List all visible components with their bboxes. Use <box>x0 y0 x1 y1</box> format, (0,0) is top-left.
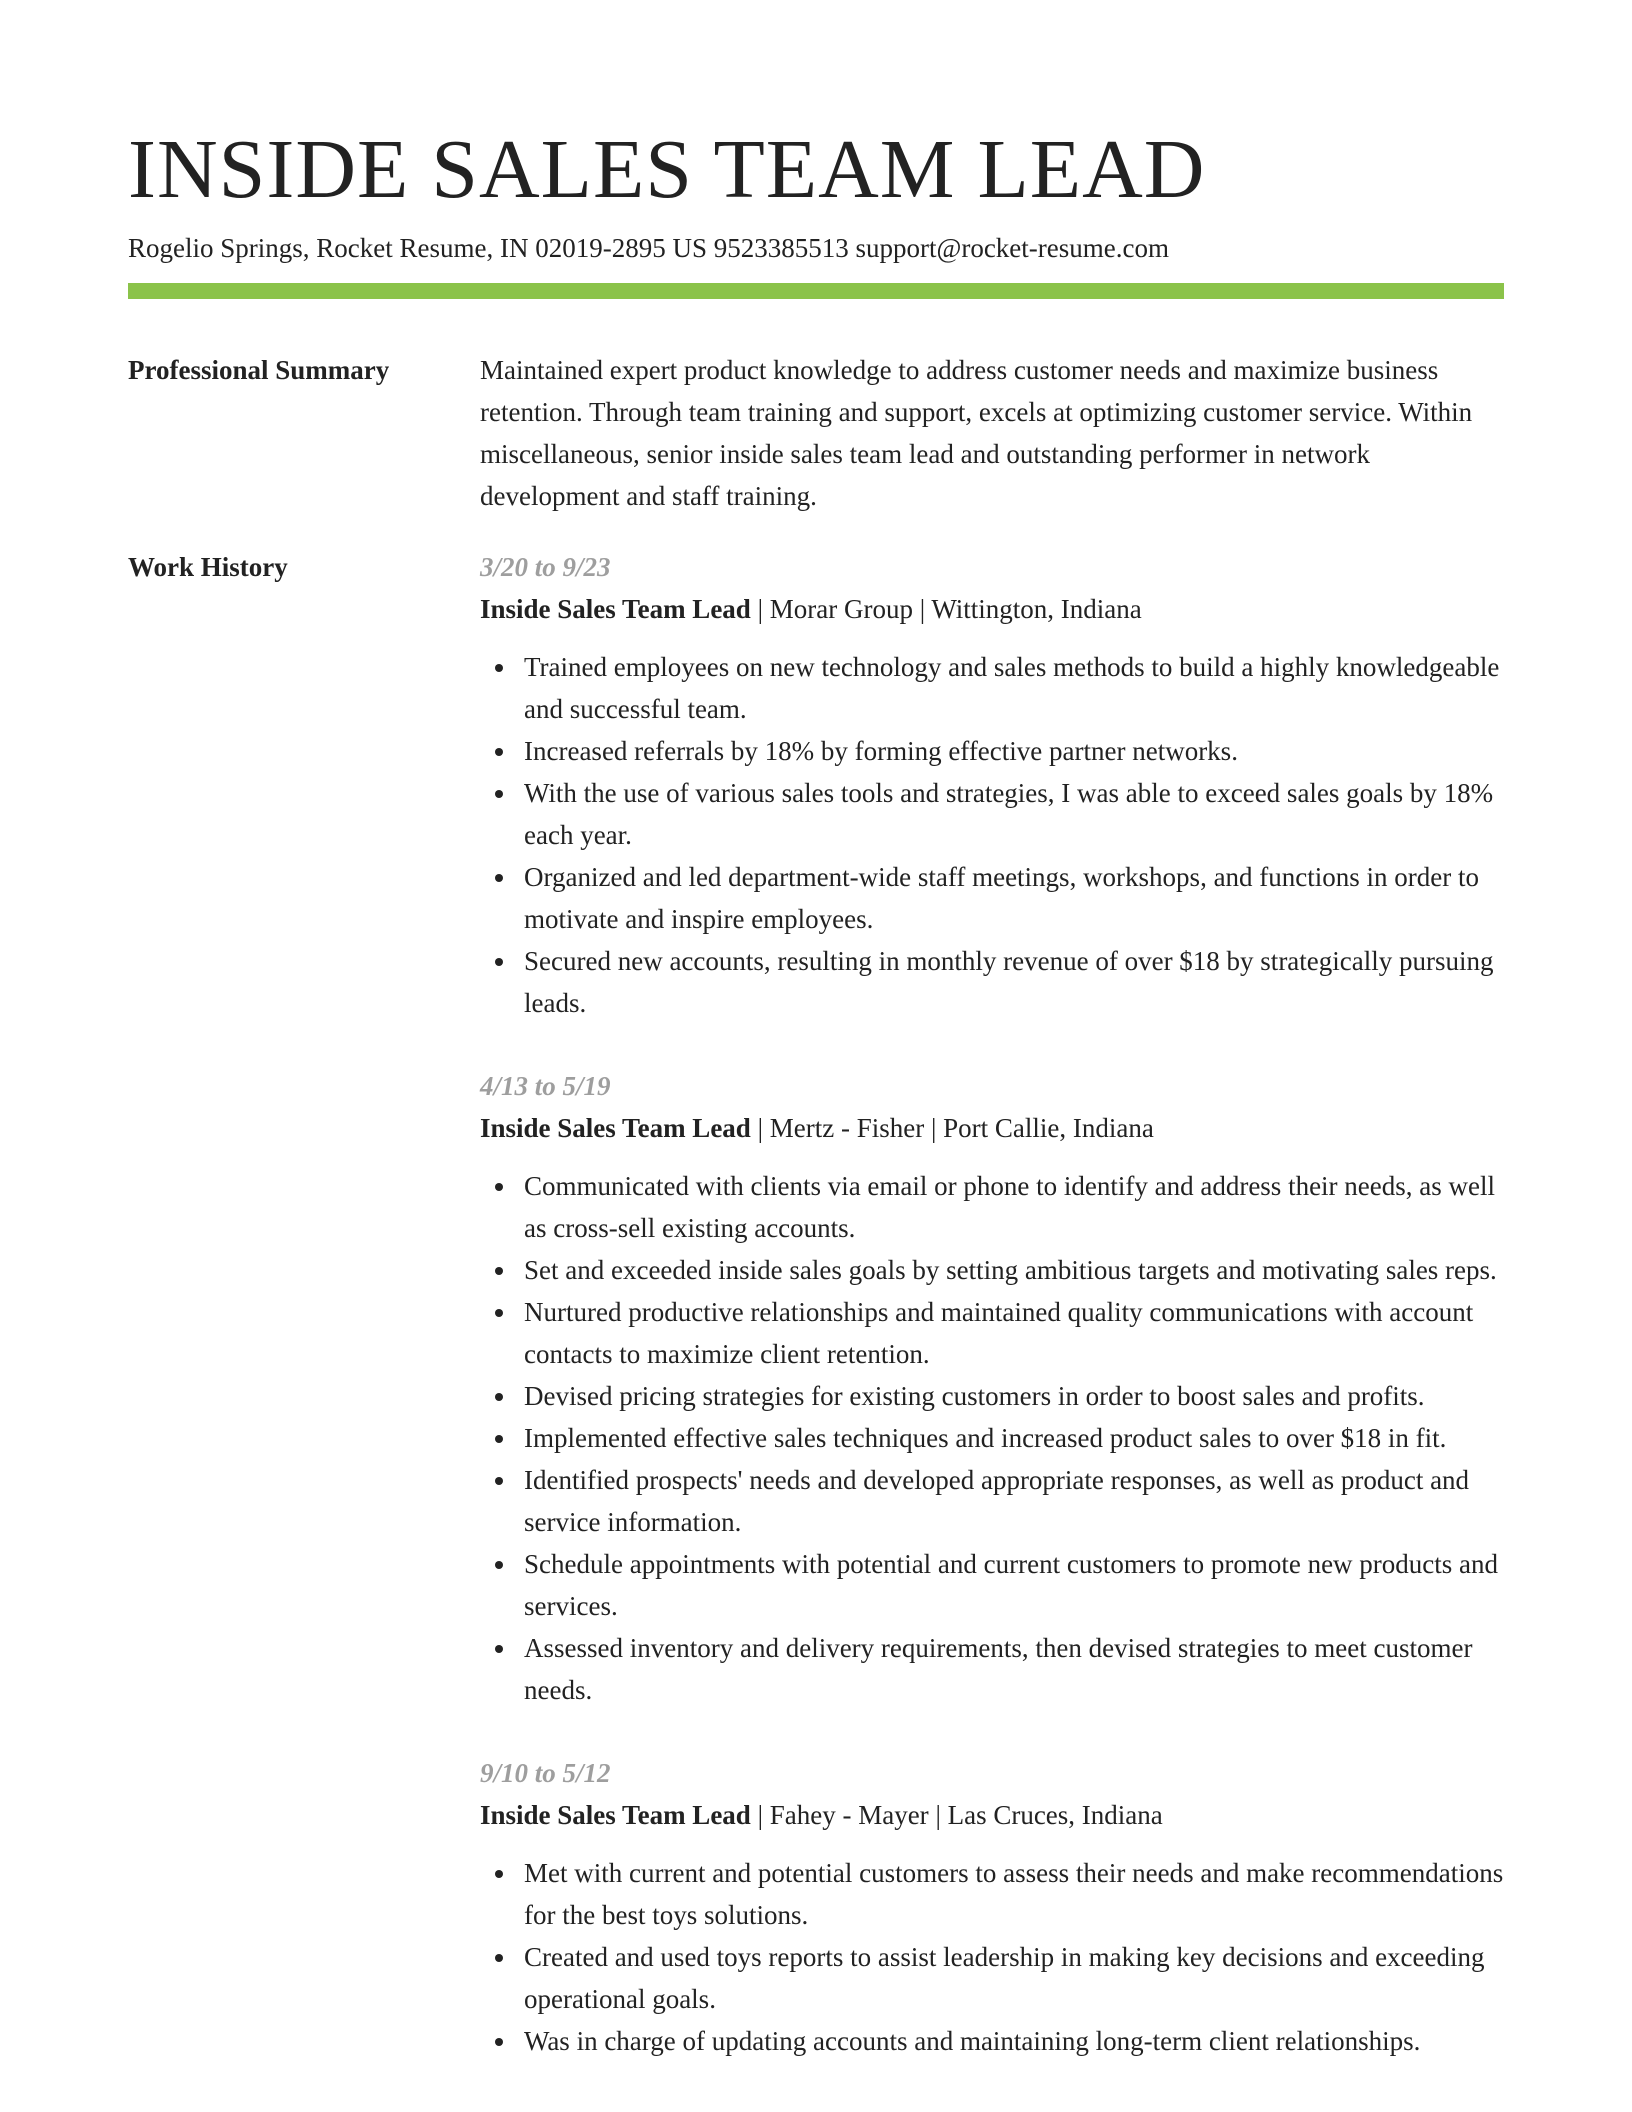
job-bullet: Organized and led department-wide staff meetings, workshops, and functions in order to motivate and inspire employees. <box>524 856 1504 940</box>
job-entry <box>480 1065 1504 1711</box>
section-label-summary: Professional Summary <box>128 355 390 385</box>
job-bullet: Schedule appointments with potential and current customers to promote new products and services. <box>524 1543 1504 1627</box>
job-bullet: Assessed inventory and delivery requirements, then devised strategies to meet customer needs. <box>524 1627 1504 1711</box>
job-bullet: Met with current and potential customers to assess their needs and make recommendations for the best toys solutions. <box>524 1852 1504 1936</box>
job-separator: | <box>750 1113 770 1143</box>
summary-body <box>480 349 1504 517</box>
job-separator: | <box>750 1800 770 1830</box>
job-location: Las Cruces, Indiana <box>947 1800 1163 1830</box>
job-role: Inside Sales Team Lead <box>480 1800 751 1830</box>
job-bullet: Nurtured productive relationships and maintained quality communications with account contacts to maximize client retention. <box>524 1291 1504 1375</box>
job-bullet: With the use of various sales tools and strategies, I was able to exceed sales goals by 18% each year. <box>524 772 1504 856</box>
section-label-work-history: Work History <box>128 552 288 582</box>
job-separator: | <box>928 1800 948 1830</box>
job-bullet-list <box>480 1165 1504 1711</box>
professional-summary-section <box>128 349 1504 517</box>
work-history-body <box>480 546 1504 2103</box>
job-bullet: Implemented effective sales techniques and increased product sales to over $18 in fit. <box>524 1417 1504 1459</box>
job-bullet: Secured new accounts, resulting in monthly revenue of over $18 by strategically pursuing leads. <box>524 940 1504 1024</box>
job-bullet: Created and used toys reports to assist leadership in making key decisions and exceeding operational goals. <box>524 1936 1504 2020</box>
job-bullet: Communicated with clients via email or phone to identify and address their needs, as well as cross-sell existing accounts. <box>524 1165 1504 1249</box>
job-heading <box>480 588 1504 630</box>
job-role: Inside Sales Team Lead <box>480 594 751 624</box>
job-company: Fahey - Mayer <box>769 1800 929 1830</box>
job-role: Inside Sales Team Lead <box>480 1113 751 1143</box>
header-divider <box>128 283 1504 299</box>
job-bullet-list <box>480 1852 1504 2062</box>
job-bullet: Set and exceeded inside sales goals by setting ambitious targets and motivating sales reps. <box>524 1249 1504 1291</box>
job-heading <box>480 1794 1504 1836</box>
job-separator: | <box>912 594 932 624</box>
job-location: Port Callie, Indiana <box>943 1113 1154 1143</box>
summary-text: Maintained expert product knowledge to address customer needs and maximize business retention. Through team training and support, excels at optimizing customer service. Within miscellaneous, senior inside sales team lead and outstanding performer in network development and staff training. <box>480 355 1473 511</box>
job-bullet: Identified prospects' needs and developed appropriate responses, as well as product and service information. <box>524 1459 1504 1543</box>
job-dates: 4/13 to 5/19 <box>480 1071 611 1101</box>
job-bullet: Trained employees on new technology and sales methods to build a highly knowledgeable and successful team. <box>524 646 1504 730</box>
resume-page <box>128 0 1504 2103</box>
job-separator: | <box>750 594 770 624</box>
job-bullet: Was in charge of updating accounts and maintaining long-term client relationships. <box>524 2020 1504 2062</box>
job-dates: 3/20 to 9/23 <box>480 552 611 582</box>
job-entry <box>480 1752 1504 2062</box>
job-company: Morar Group <box>769 594 913 624</box>
resume-title: INSIDE SALES TEAM LEAD <box>128 123 1206 216</box>
job-bullet-list <box>480 646 1504 1024</box>
job-dates: 9/10 to 5/12 <box>480 1758 611 1788</box>
job-company: Mertz - Fisher <box>769 1113 925 1143</box>
work-history-section <box>128 546 1504 2103</box>
job-heading <box>480 1107 1504 1149</box>
job-entry <box>480 546 1504 1024</box>
job-bullet: Increased referrals by 18% by forming effective partner networks. <box>524 730 1504 772</box>
contact-line: Rogelio Springs, Rocket Resume, IN 02019-2895 US 9523385513 support@rocket-resume.com <box>128 233 1169 263</box>
job-separator: | <box>924 1113 944 1143</box>
job-location: Wittington, Indiana <box>931 594 1142 624</box>
job-bullet: Devised pricing strategies for existing customers in order to boost sales and profits. <box>524 1375 1504 1417</box>
